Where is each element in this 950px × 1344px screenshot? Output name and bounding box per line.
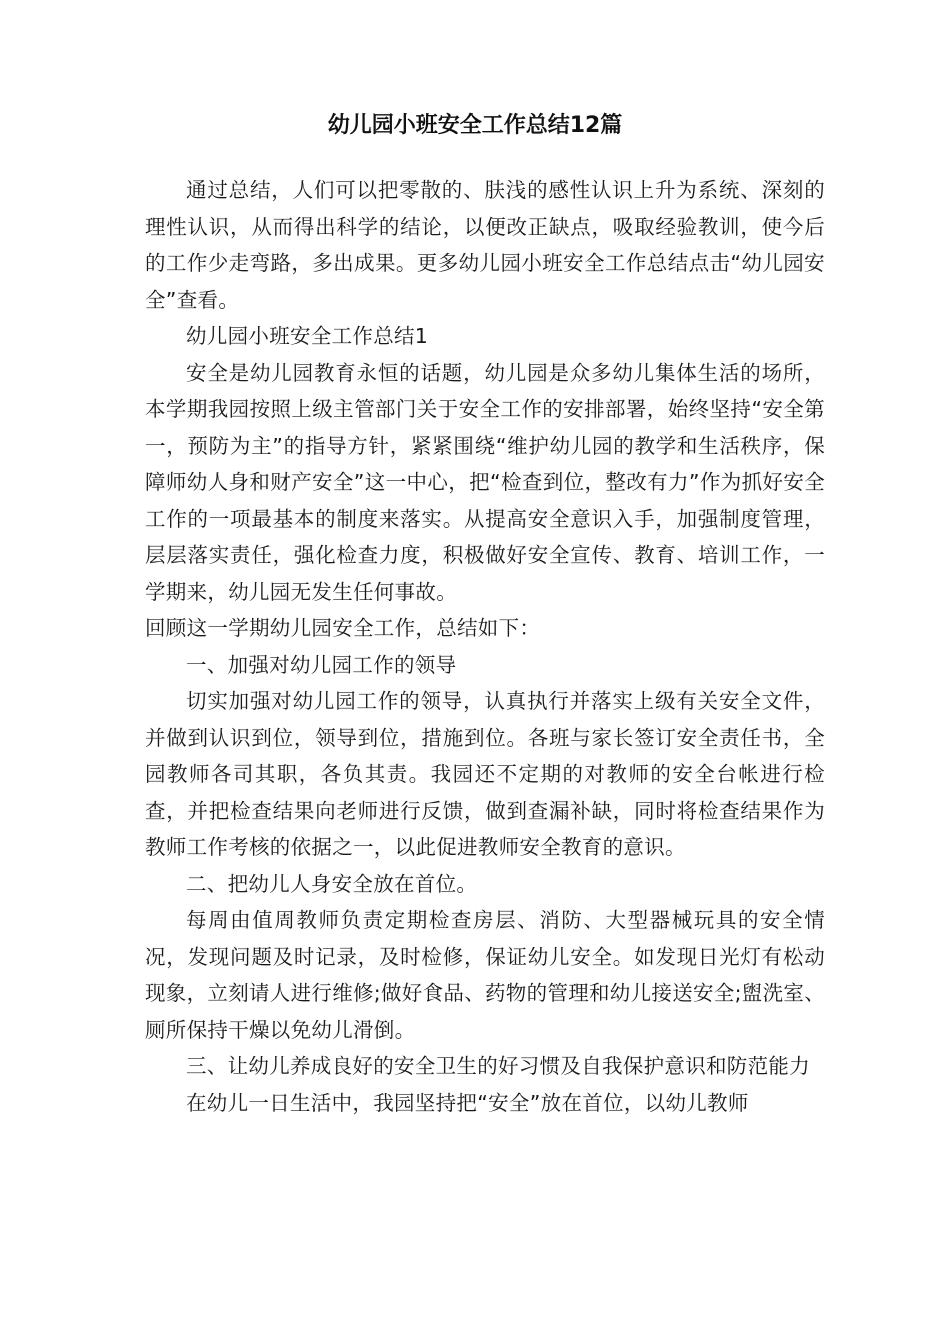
body-paragraph: 切实加强对幼儿园工作的领导，认真执行并落实上级有关安全文件，并做到认识到位，领导到位，措施到位。各班与家长签订安全责任书，全园教师各司其职，各负其责。我园还不定期的对教师的安全台帐进行检查，并把检查结果向老师进行反馈，做到查漏补缺，同时将检查结果作为教师工作考核的依据之一，以此促进教师安全教育的意识。 xyxy=(145,689,825,859)
section-heading: 三、让幼儿养成良好的安全卫生的好习惯及自我保护意识和防范能力 xyxy=(186,1054,810,1078)
document-title: 幼儿园小班安全工作总结12篇 xyxy=(327,113,623,138)
section-heading: 幼儿园小班安全工作总结1 xyxy=(186,324,429,348)
document-body xyxy=(145,172,825,1121)
body-paragraph: 安全是幼儿园教育永恒的话题，幼儿园是众多幼儿集体生活的场所，本学期我园按照上级主管部门关于安全工作的安排部署，始终坚持“安全第一，预防为主”的指导方针，紧紧围绕“维护幼儿园的教学和生活秩序，保障师幼人身和财产安全”这一中心，把“检查到位，整改有力”作为抓好安全工作的一项最基本的制度来落实。从提高安全意识入手，加强制度管理，层层落实责任，强化检查力度，积极做好安全宣传、教育、培训工作，一学期来，幼儿园无发生任何事故。 xyxy=(145,360,825,604)
body-paragraph: 回顾这一学期幼儿园安全工作，总结如下： xyxy=(145,616,541,640)
intro-paragraph: 通过总结，人们可以把零散的、肤浅的感性认识上升为系统、深刻的理性认识，从而得出科学的结论，以便改正缺点，吸取经验教训，使今后的工作少走弯路，多出成果。更多幼儿园小班安全工作总结点击“幼儿园安全”查看。 xyxy=(145,178,825,312)
body-paragraph: 在幼儿一日生活中，我园坚持把“安全”放在首位，以幼儿教师 xyxy=(186,1090,749,1115)
body-paragraph: 每周由值周教师负责定期检查房层、消防、大型器械玩具的安全情况，发现问题及时记录，及时检修，保证幼儿安全。如发现日光灯有松动现象，立刻请人进行维修;做好食品、药物的管理和幼儿接送安全;盥洗室、厕所保持干燥以免幼儿滑倒。 xyxy=(145,908,826,1042)
section-heading: 一、加强对幼儿园工作的领导 xyxy=(186,652,457,677)
section-heading: 二、把幼儿人身安全放在首位。 xyxy=(186,871,478,896)
